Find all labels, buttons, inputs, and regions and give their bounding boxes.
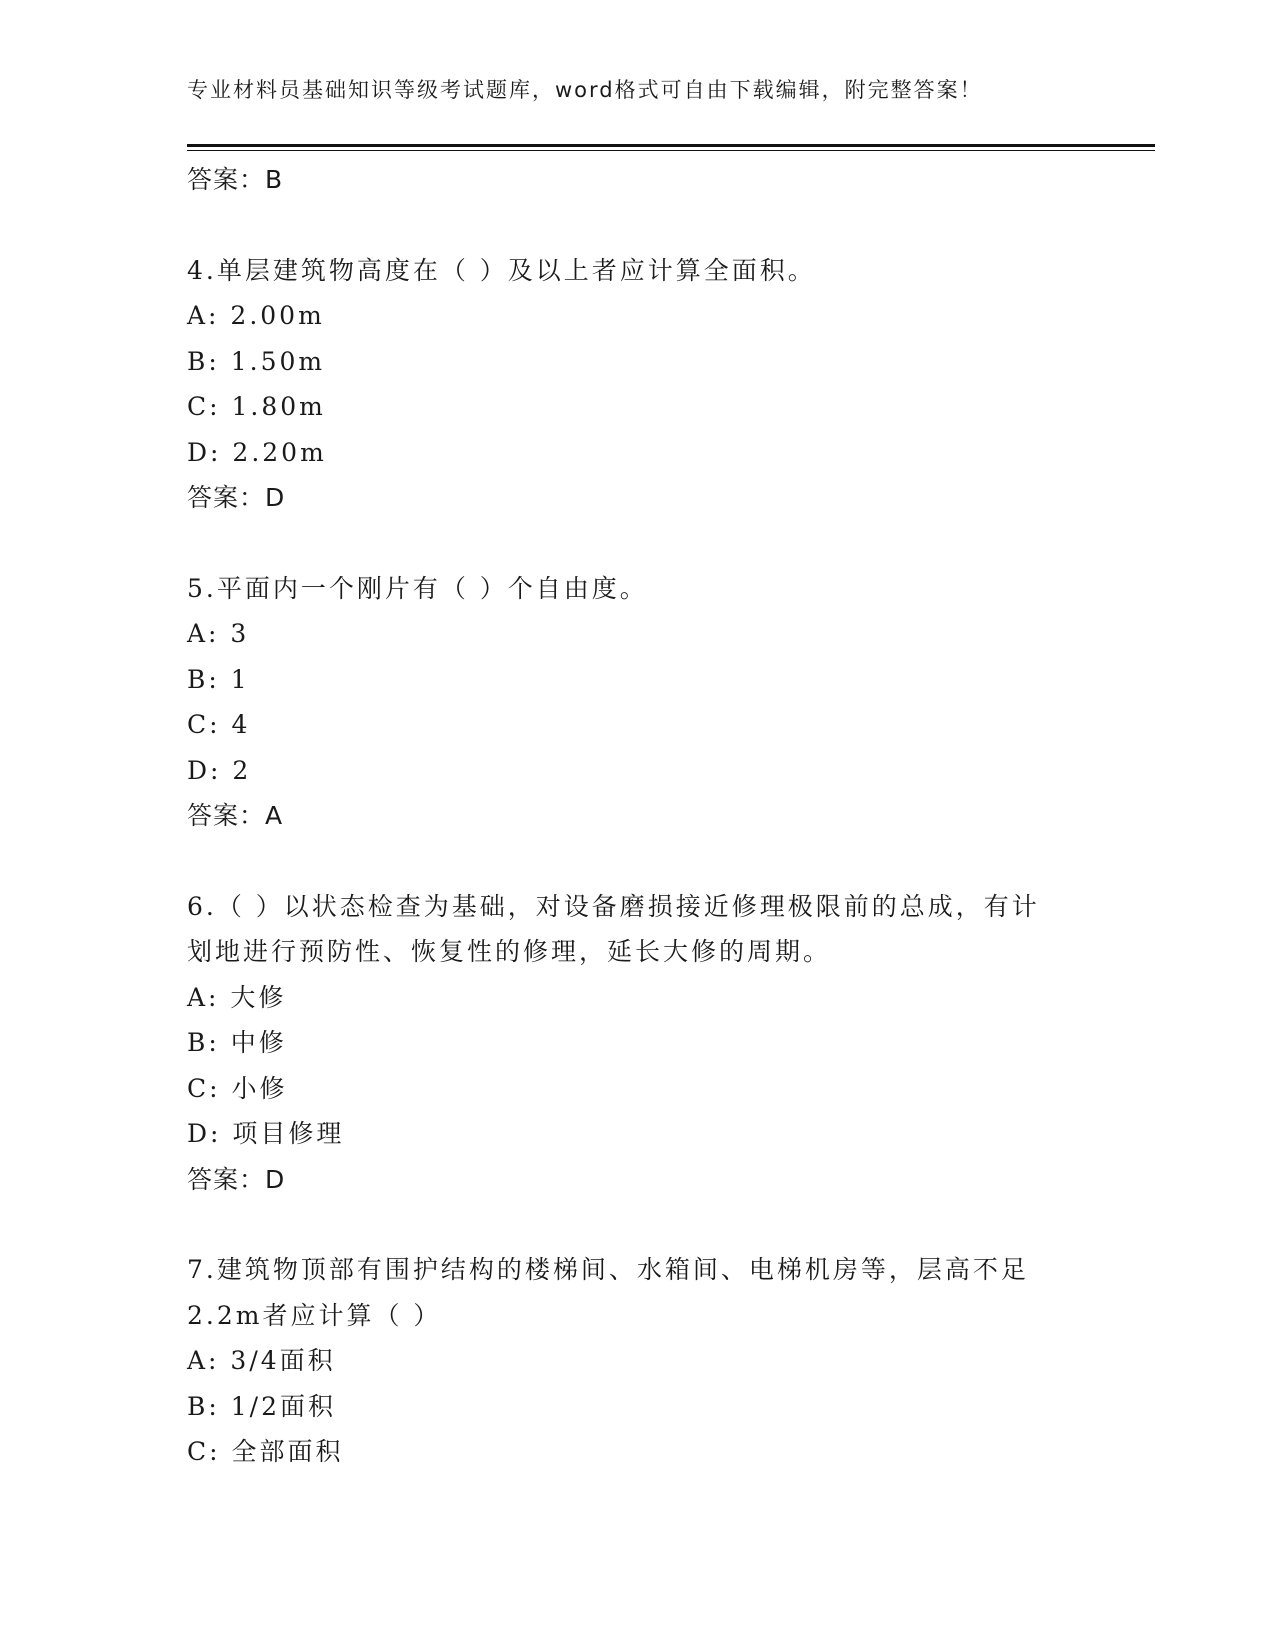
option-c: C: 小修 (187, 1073, 288, 1103)
option-d: D: 项目修理 (187, 1119, 345, 1148)
spacer (187, 1202, 1087, 1247)
answer-line: 答案：B (187, 165, 284, 194)
answer-line: 答案：A (187, 801, 284, 830)
answer-line: 答案：D (187, 483, 286, 512)
spacer (187, 203, 1087, 248)
option-d: D: 2 (187, 755, 252, 785)
question-text: 4.单层建筑物高度在（ ）及以上者应计算全面积。 (187, 255, 816, 285)
question-item (187, 566, 1087, 839)
option-a: A: 2.00m (187, 301, 325, 330)
question-text-line-2: 划地进行预防性、恢复性的修理，延长大修的周期。 (187, 937, 832, 966)
question-text: 5.平面内一个刚片有（ ）个自由度。 (187, 573, 648, 603)
question-item (187, 1247, 1087, 1475)
question-item (187, 884, 1087, 1203)
question-text-line-2: 2.2m者应计算（ ） (187, 1300, 442, 1330)
option-a: A: 3 (187, 619, 250, 648)
spacer (187, 521, 1087, 566)
option-b: B: 1.50m (187, 346, 326, 376)
question-item (187, 248, 1087, 521)
answer-line: 答案：D (187, 1164, 286, 1194)
option-d: D: 2.20m (187, 437, 327, 467)
spacer (187, 839, 1087, 884)
option-a: A: 3/4面积 (187, 1346, 336, 1375)
option-c: C: 1.80m (187, 392, 326, 421)
question-text-line-1: 7.建筑物顶部有围护结构的楼梯间、水箱间、电梯机房等，层高不足 (187, 1255, 1029, 1284)
option-b: B: 中修 (187, 1028, 287, 1057)
page-header: 专业材料员基础知识等级考试题库，word格式可自由下载编辑，附完整答案！ (187, 78, 983, 102)
option-c: C: 全部面积 (187, 1437, 344, 1466)
question-list (187, 157, 1087, 1475)
option-b: B: 1 (187, 664, 250, 694)
header-rule-thick (187, 144, 1155, 147)
option-b: B: 1/2面积 (187, 1391, 336, 1421)
question-text-line-1: 6.（ ）以状态检查为基础，对设备磨损接近修理极限前的总成，有计 (187, 891, 1040, 921)
option-c: C: 4 (187, 710, 251, 739)
option-a: A: 大修 (187, 982, 287, 1012)
header-rule-thin (187, 150, 1155, 151)
